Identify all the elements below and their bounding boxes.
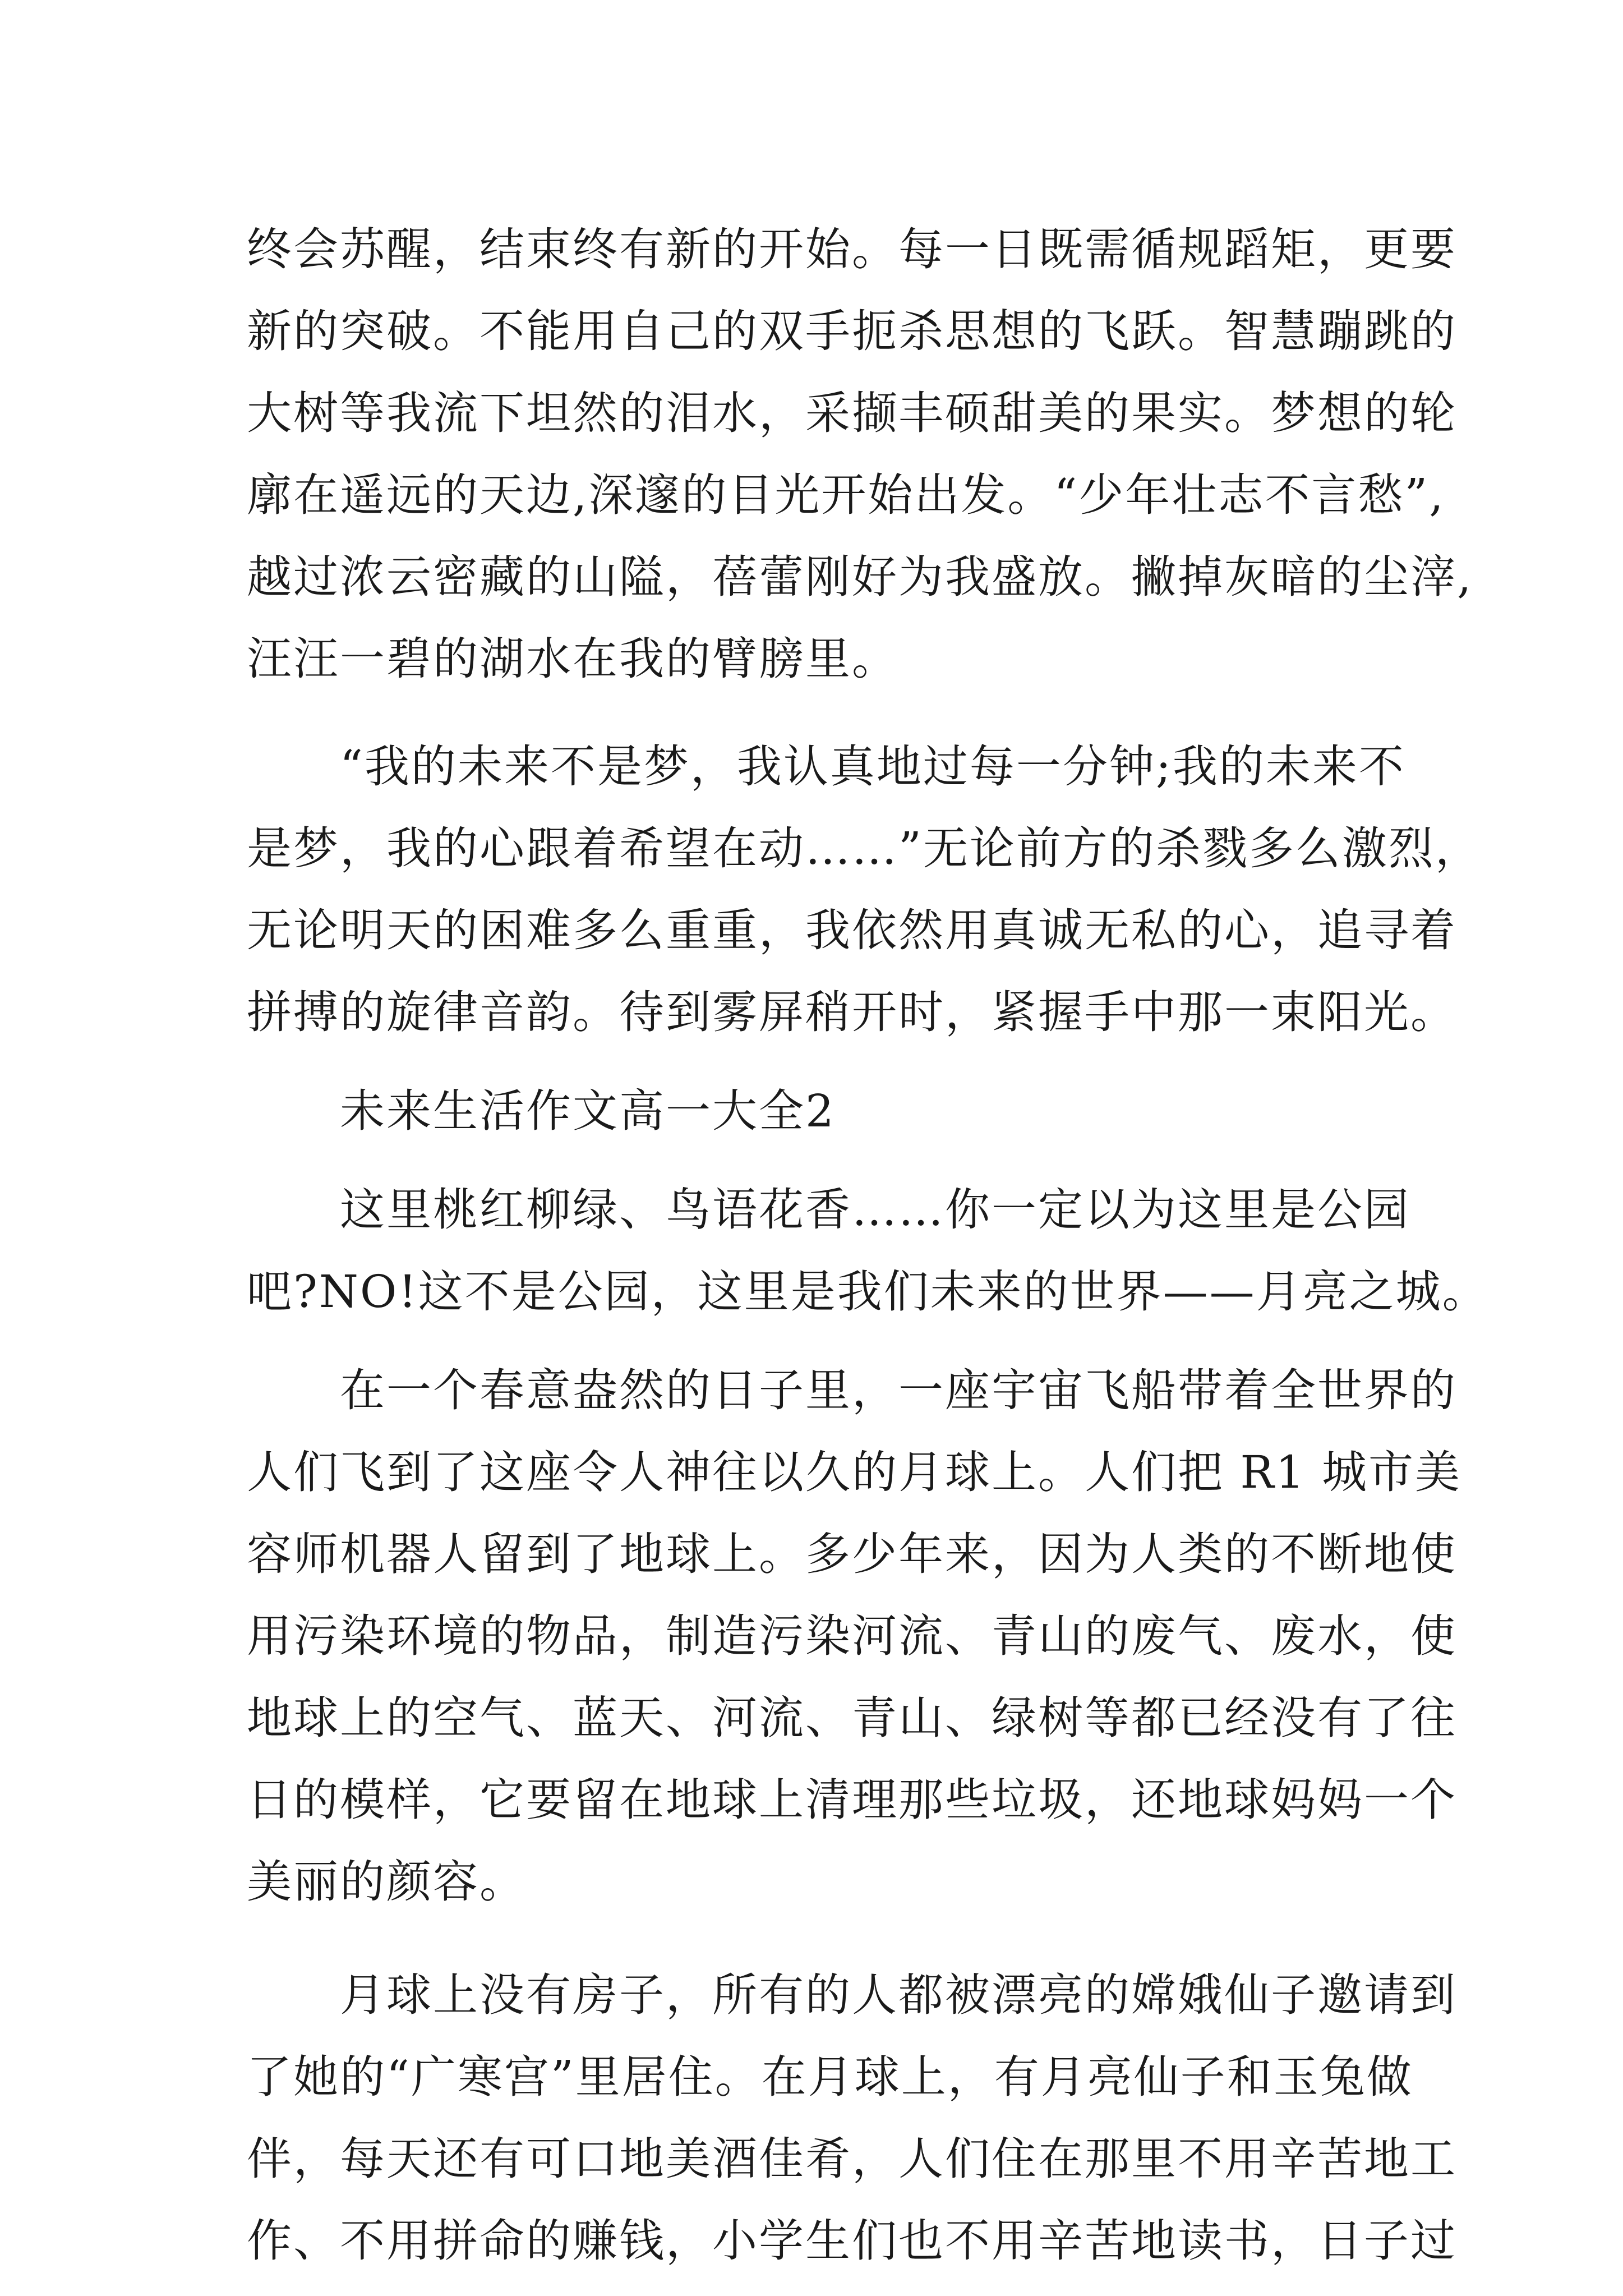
text-line: 拼搏的旋律音韵。待到雾屏稍开时，紧握手中那一束阳光。	[247, 986, 1457, 1038]
text-line: 终会苏醒，结束终有新的开始。每一日既需循规蹈矩，更要	[247, 223, 1457, 275]
paragraph-moon-palace	[247, 1954, 1457, 2282]
text-line: 越过浓云密藏的山隘，蓓蕾刚好为我盛放。撇掉灰暗的尘滓,	[247, 551, 1473, 603]
section-heading	[247, 1070, 1402, 1152]
text-line: 这里桃红柳绿、鸟语花香……你一定以为这里是公园	[247, 1184, 1410, 1236]
text-line: 日的模样，它要留在地球上清理那些垃圾，还地球妈妈一个	[247, 1774, 1457, 1826]
text-line: 地球上的空气、蓝天、河流、青山、绿树等都已经没有了往	[247, 1692, 1457, 1744]
text-line: 人们飞到了这座令人神往以久的月球上。人们把 R1 城市美	[247, 1446, 1461, 1498]
text-line: 廓在遥远的天边,深邃的目光开始出发。“少年壮志不言愁”,	[247, 469, 1445, 521]
text-line: 伴，每天还有可口地美酒佳肴，人们住在那里不用辛苦地工	[247, 2133, 1457, 2185]
paragraph-dream-quote	[247, 726, 1482, 1053]
text-line: 月球上没有房子，所有的人都被漂亮的嫦娥仙子邀请到	[247, 1969, 1457, 2021]
text-line: 是梦，我的心跟着希望在动……”无论前方的杀戮多么激烈，	[247, 822, 1482, 875]
text-line: 用污染环境的物品，制造污染河流、青山的废气、废水，使	[247, 1610, 1457, 1662]
section-title: 未来生活作文高一大全2	[247, 1085, 836, 1137]
text-line: 在一个春意盎然的日子里，一座宇宙飞船带着全世界的	[247, 1364, 1457, 1416]
text-line: 吧?NO!这不是公园，这里是我们未来的世界——月亮之城。	[247, 1266, 1489, 1318]
paragraph-spaceship	[247, 1350, 1461, 1923]
paragraph-moon-city	[247, 1169, 1489, 1333]
text-line: 了她的“广寒宫”里居住。在月球上，有月亮仙子和玉兔做	[247, 2051, 1413, 2103]
text-line: 汪汪一碧的湖水在我的臂膀里。	[247, 633, 898, 685]
text-line: 美丽的颜容。	[247, 1856, 526, 1908]
text-line: 新的突破。不能用自己的双手扼杀思想的飞跃。智慧蹦跳的	[247, 305, 1457, 357]
text-line: 无论明天的困难多么重重，我依然用真诚无私的心，追寻着	[247, 904, 1457, 956]
text-line: 大树等我流下坦然的泪水，采撷丰硕甜美的果实。梦想的轮	[247, 387, 1457, 439]
text-line: 作、不用拼命的赚钱，小学生们也不用辛苦地读书，日子过	[247, 2215, 1457, 2267]
text-line: 容师机器人留到了地球上。多少年来，因为人类的不断地使	[247, 1528, 1457, 1580]
paragraph-intro-continued	[247, 209, 1473, 700]
text-line: “我的未来不是梦，我认真地过每一分钟;我的未来不	[247, 740, 1405, 793]
document-body	[247, 209, 1489, 2282]
